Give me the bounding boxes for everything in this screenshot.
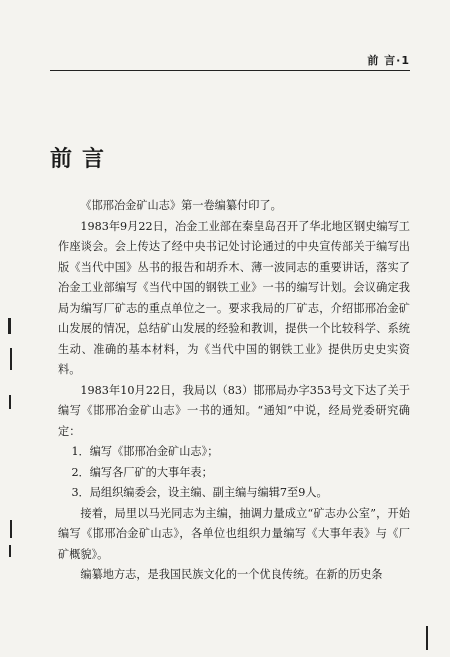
running-head: 前 言·1 <box>367 54 410 67</box>
list-item: 3．局组织编委会，设主编、副主编与编辑7至9人。 <box>71 486 328 499</box>
page-header <box>50 48 410 71</box>
margin-mark <box>426 626 428 650</box>
margin-mark <box>10 348 12 370</box>
list-item: 1．编写《邯邢冶金矿山志》； <box>71 445 219 458</box>
paragraph: 编纂地方志，是我国民族文化的一个优良传统。在新的历史条 <box>80 568 383 581</box>
body-text <box>58 196 410 586</box>
list-item: 2．编写各厂矿的大事年表； <box>71 465 213 479</box>
paragraph: 接着，局里以马光同志为主编，抽调力量成立“矿志办公室”，开始编写《邯邢冶金矿山志》，各单位也组织力量编写《大事年表》与《厂矿概貌》。 <box>58 506 410 561</box>
chapter-title: 前言 <box>50 147 115 172</box>
margin-mark <box>10 520 12 538</box>
paragraph: 1983年9月22日，冶金工业部在秦皇岛召开了华北地区钢史编写工作座谈会。会上传达了经中央书记处讨论通过的中央宣传部关于编写出版《当代中国》丛书的报告和胡乔木、薄一波同志的重要讲话，落实了冶金工业部编写《当代中国的钢铁工业》一书的编写计划。会议确定我局为编写厂矿志的重点单位之一。要求我局的厂矿志，介绍邯邢冶金矿山发展的情况，总结矿山发展的经验和教训，提供一个比较科学、系统生动、准确的基本材料，为《当代中国的钢铁工业》提供历史史实资料。 <box>58 219 410 376</box>
margin-mark <box>8 318 11 334</box>
margin-mark <box>9 395 11 409</box>
margin-mark <box>9 545 11 557</box>
paragraph: 《邯邢冶金矿山志》第一卷编纂付印了。 <box>80 199 282 212</box>
paragraph: 1983年10月22日，我局以（83）邯邢局办字353号文下达了关于编写《邯邢冶金矿山志》一书的通知。“通知”中说，经局党委研究确定： <box>58 383 410 438</box>
